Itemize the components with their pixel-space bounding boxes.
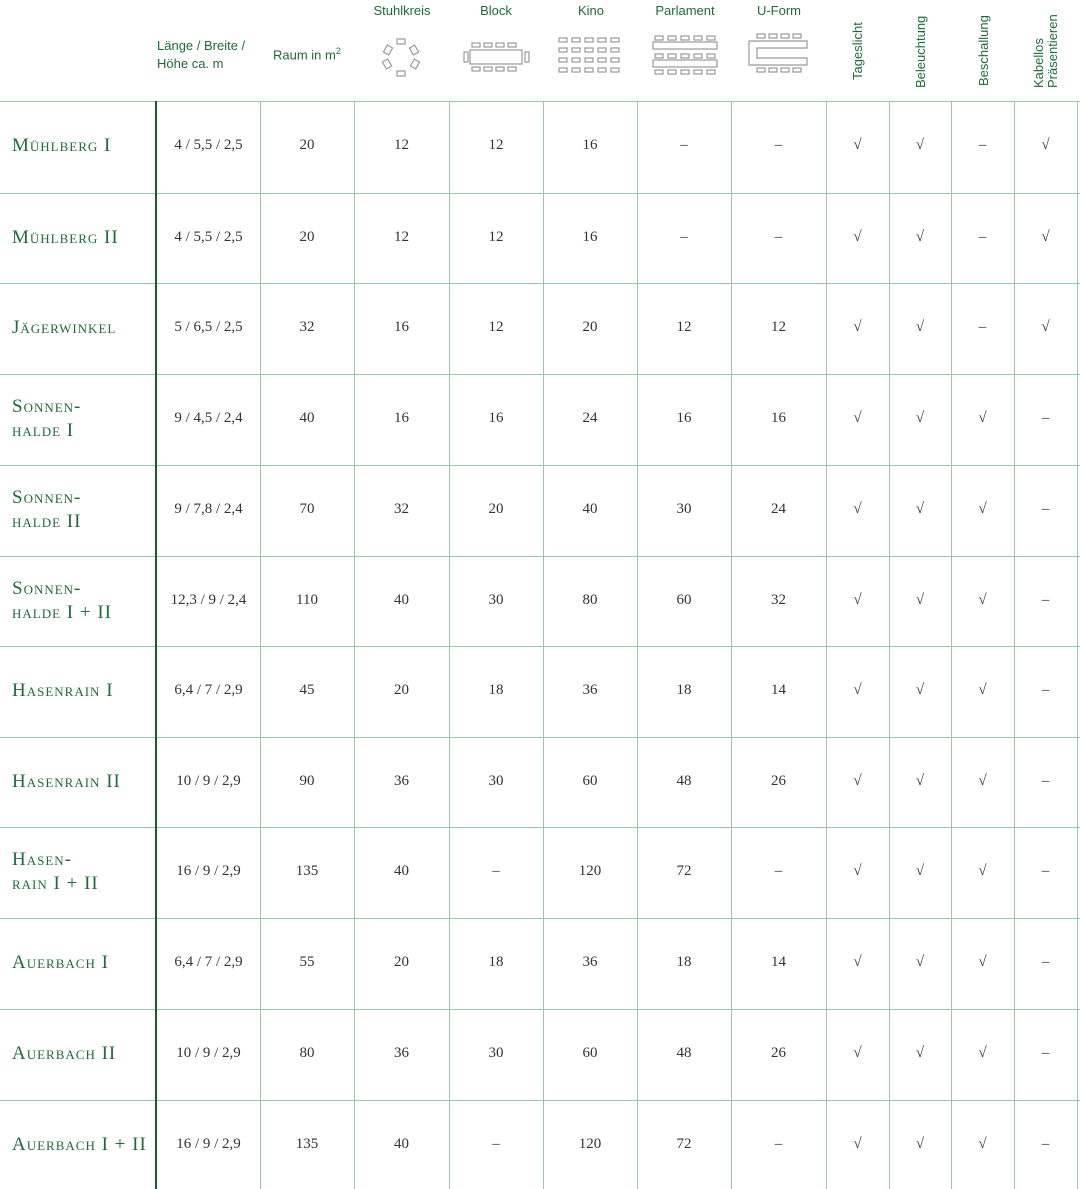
cell-area: 45 <box>299 681 315 698</box>
cell-beschallung: √ <box>978 772 987 789</box>
cell-block: – <box>492 862 500 879</box>
cell-block: 18 <box>488 953 504 970</box>
cell-parlament: – <box>680 228 688 245</box>
cell-kabellos: √ <box>1041 228 1050 245</box>
cell-stuhlkreis: 20 <box>394 953 409 970</box>
cell-parlament: – <box>680 136 688 153</box>
cell-block: 12 <box>488 136 504 153</box>
cell-dim: 16 / 9 / 2,9 <box>176 1135 241 1152</box>
row-divider <box>0 193 1080 194</box>
column-divider <box>1077 101 1078 1189</box>
room-name-line: Mühlberg I <box>12 134 112 156</box>
cell-beleuchtung: √ <box>915 953 925 970</box>
cell-tageslicht: √ <box>853 409 862 426</box>
cell-uform: – <box>774 862 783 879</box>
cell-uform: 24 <box>771 500 786 517</box>
cinema-rows-icon <box>557 36 625 76</box>
cell-parlament: 12 <box>676 318 692 335</box>
cell-area: 70 <box>299 500 315 517</box>
chair-circle-icon <box>378 36 426 80</box>
cell-kabellos: – <box>1041 591 1050 608</box>
column-divider <box>826 101 827 1189</box>
cell-parlament: 60 <box>676 591 692 608</box>
cell-dim: 6,4 / 7 / 2,9 <box>174 681 243 698</box>
room-name <box>12 951 109 975</box>
cell-kabellos: – <box>1041 1044 1050 1061</box>
row-divider <box>0 737 1080 738</box>
cell-block: 18 <box>488 681 504 698</box>
cell-beleuchtung: √ <box>915 318 925 335</box>
cell-dim: 9 / 4,5 / 2,4 <box>174 409 243 426</box>
cell-beleuchtung: √ <box>915 591 925 608</box>
cell-beschallung: √ <box>978 953 987 970</box>
room-name <box>12 134 111 158</box>
cell-tageslicht: √ <box>853 862 862 879</box>
cell-parlament: 72 <box>676 1135 692 1152</box>
cell-stuhlkreis: 36 <box>394 1044 409 1061</box>
room-name-line: Sonnen- <box>12 577 82 599</box>
cell-uform: 16 <box>771 409 786 426</box>
cell-stuhlkreis: 32 <box>394 500 409 517</box>
header-stuhlkreis: Stuhlkreis <box>373 3 431 18</box>
cell-dim: 10 / 9 / 2,9 <box>176 1044 241 1061</box>
cell-stuhlkreis: 20 <box>394 681 409 698</box>
cell-kino: 16 <box>582 136 598 153</box>
cell-kino: 60 <box>582 772 598 789</box>
row-divider <box>0 1009 1080 1010</box>
header-area <box>273 46 341 62</box>
cell-beschallung: √ <box>978 409 987 426</box>
cell-stuhlkreis: 16 <box>394 409 409 426</box>
cell-kino: 36 <box>582 953 598 970</box>
cell-beschallung: √ <box>978 1135 987 1152</box>
column-divider <box>637 101 638 1189</box>
room-name-line: Auerbach I + II <box>12 1133 147 1155</box>
cell-block: 30 <box>488 591 504 608</box>
cell-kabellos: √ <box>1041 318 1050 335</box>
cell-kino: 60 <box>582 1044 598 1061</box>
column-divider <box>731 101 732 1189</box>
cell-beschallung: – <box>978 136 987 153</box>
cell-kino: 36 <box>582 681 598 698</box>
cell-block: 12 <box>488 318 504 335</box>
cell-block: 30 <box>488 1044 504 1061</box>
room-name-line: Auerbach I <box>12 951 109 973</box>
header-kabellos-line1: Kabellos <box>1031 38 1046 88</box>
cell-tageslicht: √ <box>853 1135 862 1152</box>
cell-beschallung: – <box>978 318 987 335</box>
cell-uform: – <box>774 136 783 153</box>
cell-parlament: 18 <box>676 681 692 698</box>
cell-kabellos: – <box>1041 953 1050 970</box>
cell-dim: 4 / 5,5 / 2,5 <box>174 136 243 153</box>
room-name <box>12 226 119 250</box>
room-name-line: halde I + II <box>12 601 112 623</box>
room-name-line: halde I <box>12 419 75 441</box>
header-tageslicht: Tageslicht <box>850 22 865 80</box>
header-uform: U-Form <box>756 3 802 18</box>
cell-beleuchtung: √ <box>915 681 925 698</box>
cell-area: 20 <box>299 136 315 153</box>
cell-dim: 10 / 9 / 2,9 <box>176 772 241 789</box>
room-name <box>12 395 81 443</box>
cell-dim: 16 / 9 / 2,9 <box>176 862 241 879</box>
cell-uform: 14 <box>771 953 786 970</box>
cell-uform: 32 <box>771 591 786 608</box>
cell-kabellos: – <box>1041 772 1050 789</box>
row-divider <box>0 283 1080 284</box>
cell-stuhlkreis: 40 <box>394 1135 409 1152</box>
cell-beschallung: √ <box>978 500 987 517</box>
cell-beleuchtung: √ <box>915 772 925 789</box>
header-area-sup: 2 <box>335 46 341 56</box>
cell-tageslicht: √ <box>853 591 862 608</box>
cell-parlament: 16 <box>676 409 692 426</box>
cell-beleuchtung: √ <box>915 500 925 517</box>
cell-uform: – <box>774 228 783 245</box>
column-divider <box>889 101 890 1189</box>
cell-block: – <box>492 1135 500 1152</box>
cell-kino: 16 <box>582 228 598 245</box>
column-divider <box>1014 101 1015 1189</box>
cell-parlament: 48 <box>676 772 692 789</box>
cell-tageslicht: √ <box>853 953 862 970</box>
room-name-line: halde II <box>12 510 82 532</box>
cell-beschallung: √ <box>978 681 987 698</box>
row-divider <box>0 556 1080 557</box>
cell-kabellos: – <box>1041 862 1050 879</box>
cell-block: 20 <box>488 500 504 517</box>
room-name-line: Auerbach II <box>12 1042 117 1064</box>
cell-tageslicht: √ <box>853 228 862 245</box>
cell-kino: 24 <box>582 409 598 426</box>
row-divider <box>0 465 1080 466</box>
cell-tageslicht: √ <box>853 1044 862 1061</box>
block-table-icon <box>463 40 531 74</box>
row-divider <box>0 101 1080 102</box>
cell-uform: 12 <box>771 318 786 335</box>
first-column-divider <box>155 101 157 1189</box>
cell-kabellos: – <box>1041 500 1050 517</box>
cell-dim: 4 / 5,5 / 2,5 <box>174 228 243 245</box>
cell-area: 55 <box>299 953 315 970</box>
cell-beschallung: √ <box>978 1044 987 1061</box>
cell-block: 12 <box>488 228 504 245</box>
header-parlament: Parlament <box>655 3 715 18</box>
cell-stuhlkreis: 36 <box>394 772 409 789</box>
column-divider <box>354 101 355 1189</box>
cell-dim: 5 / 6,5 / 2,5 <box>174 318 243 335</box>
cell-kabellos: – <box>1041 409 1050 426</box>
cell-uform: – <box>774 1135 783 1152</box>
cell-kino: 120 <box>578 862 602 879</box>
room-name <box>12 577 112 625</box>
column-divider <box>449 101 450 1189</box>
cell-kabellos: – <box>1041 681 1050 698</box>
cell-uform: 26 <box>771 772 786 789</box>
cell-area: 90 <box>299 772 315 789</box>
room-name <box>12 848 99 896</box>
cell-beschallung: – <box>978 228 987 245</box>
room-name <box>12 486 81 534</box>
room-name <box>12 1133 147 1157</box>
header-area-label: Raum in m <box>273 47 336 63</box>
cell-dim: 9 / 7,8 / 2,4 <box>174 500 243 517</box>
header-dimensions <box>157 37 257 73</box>
cell-beleuchtung: √ <box>915 136 925 153</box>
cell-stuhlkreis: 40 <box>394 591 409 608</box>
cell-tageslicht: √ <box>853 772 862 789</box>
header-beschallung: Beschallung <box>976 15 991 86</box>
row-divider <box>0 374 1080 375</box>
cell-kino: 40 <box>582 500 598 517</box>
cell-stuhlkreis: 40 <box>394 862 409 879</box>
header-kino: Kino <box>577 3 605 18</box>
cell-kino: 120 <box>578 1135 602 1152</box>
cell-tageslicht: √ <box>853 681 862 698</box>
cell-parlament: 30 <box>676 500 692 517</box>
cell-stuhlkreis: 16 <box>394 318 409 335</box>
cell-tageslicht: √ <box>853 500 862 517</box>
cell-area: 110 <box>296 591 318 608</box>
row-divider <box>0 646 1080 647</box>
cell-parlament: 18 <box>676 953 692 970</box>
header-kabellos <box>1032 14 1060 88</box>
room-name-line: rain I + II <box>12 872 99 894</box>
room-name-line: Sonnen- <box>12 486 82 508</box>
cell-beleuchtung: √ <box>915 228 925 245</box>
cell-area: 32 <box>299 318 315 335</box>
room-name <box>12 770 121 794</box>
cell-beleuchtung: √ <box>915 409 925 426</box>
room-name-line: Mühlberg II <box>12 226 119 248</box>
room-name-line: Sonnen- <box>12 395 82 417</box>
row-divider <box>0 918 1080 919</box>
room-name-line: Jägerwinkel <box>12 316 117 338</box>
room-name <box>12 316 116 340</box>
u-form-icon <box>745 32 813 74</box>
cell-beschallung: √ <box>978 591 987 608</box>
cell-kabellos: – <box>1041 1135 1050 1152</box>
row-divider <box>0 1100 1080 1101</box>
cell-area: 135 <box>295 862 319 879</box>
cell-block: 30 <box>488 772 504 789</box>
cell-uform: 26 <box>771 1044 786 1061</box>
cell-block: 16 <box>488 409 504 426</box>
header-kabellos-line2: Präsentieren <box>1045 14 1060 88</box>
room-name <box>12 679 114 703</box>
column-divider <box>543 101 544 1189</box>
cell-area: 80 <box>299 1044 315 1061</box>
cell-tageslicht: √ <box>853 318 862 335</box>
header-block: Block <box>480 3 512 18</box>
cell-kino: 80 <box>582 591 598 608</box>
cell-kabellos: √ <box>1041 136 1050 153</box>
cell-beschallung: √ <box>978 862 987 879</box>
cell-tageslicht: √ <box>853 136 862 153</box>
cell-dim: 12,3 / 9 / 2,4 <box>170 591 247 608</box>
cell-area: 20 <box>299 228 315 245</box>
cell-area: 135 <box>295 1135 319 1152</box>
header-dimensions-line2: Höhe ca. m <box>157 56 224 71</box>
cell-uform: 14 <box>771 681 786 698</box>
cell-dim: 6,4 / 7 / 2,9 <box>174 953 243 970</box>
row-divider <box>0 827 1080 828</box>
cell-stuhlkreis: 12 <box>394 228 409 245</box>
room-name-line: Hasenrain II <box>12 770 121 792</box>
cell-area: 40 <box>299 409 315 426</box>
room-name <box>12 1042 116 1066</box>
header-beleuchtung: Beleuchtung <box>913 15 928 88</box>
cell-beleuchtung: √ <box>915 1135 925 1152</box>
parliament-rows-icon <box>651 34 719 76</box>
cell-parlament: 48 <box>676 1044 692 1061</box>
cell-beleuchtung: √ <box>915 862 925 879</box>
cell-stuhlkreis: 12 <box>394 136 409 153</box>
header-dimensions-line1: Länge / Breite / <box>157 38 246 53</box>
room-name-line: Hasenrain I <box>12 679 114 701</box>
cell-kino: 20 <box>582 318 598 335</box>
column-divider <box>260 101 261 1189</box>
column-divider <box>951 101 952 1189</box>
cell-beleuchtung: √ <box>915 1044 925 1061</box>
cell-parlament: 72 <box>676 862 692 879</box>
room-name-line: Hasen- <box>12 848 72 870</box>
